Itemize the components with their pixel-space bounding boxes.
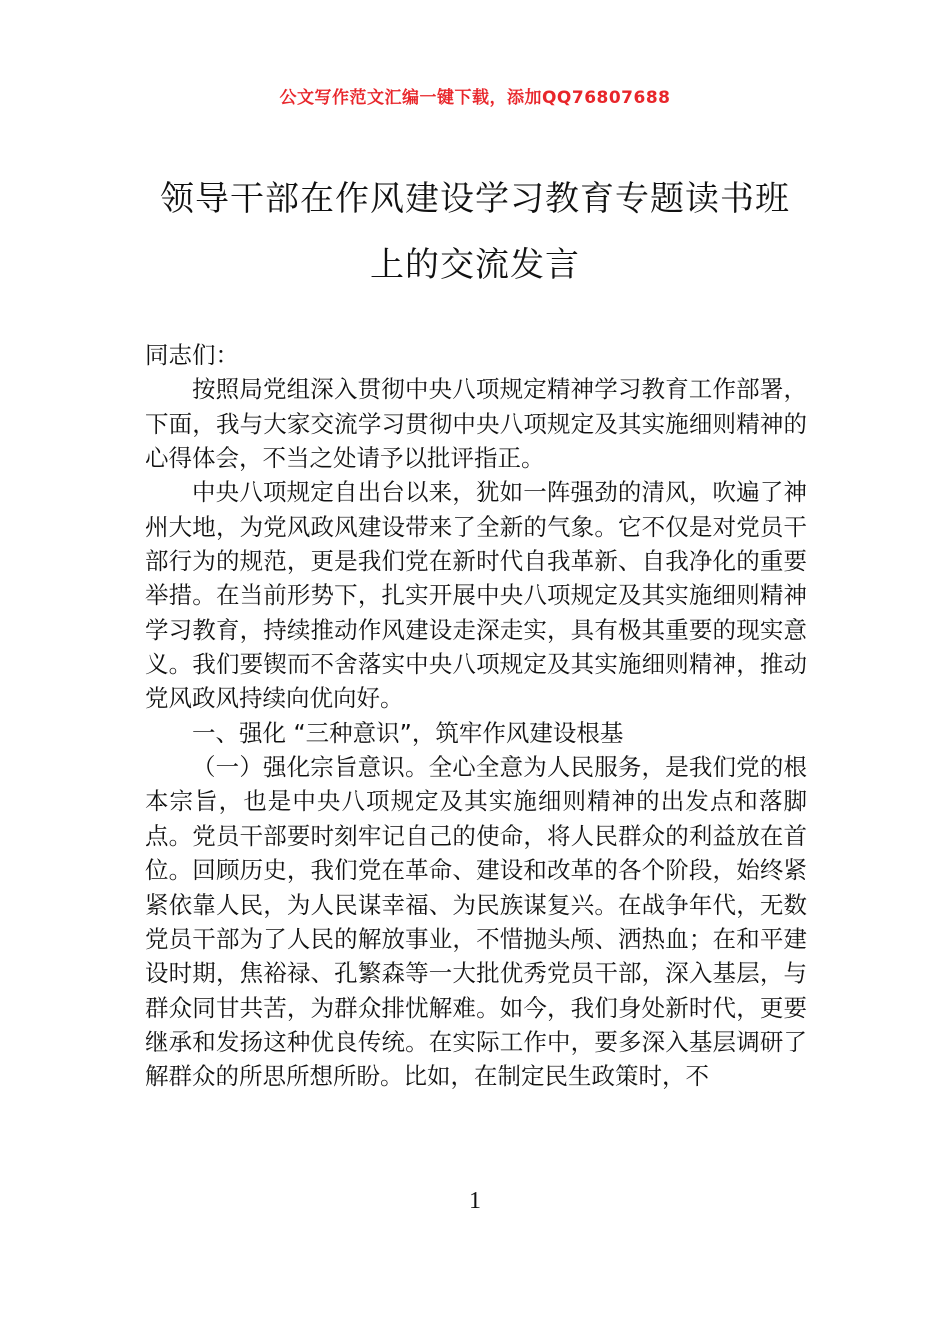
title-line-2: 上的交流发言 xyxy=(370,245,580,285)
download-notice: 公文写作范文汇编一键下载，添加QQ76807688 xyxy=(279,88,671,108)
title-line-1: 领导干部在作风建设学习教育专题读书班 xyxy=(160,179,790,219)
paragraph: 按照局党组深入贯彻中央八项规定精神学习教育工作部署，下面，我与大家交流学习贯彻中央八项规定及其实施细则精神的心得体会，不当之处请予以批评指正。 xyxy=(145,375,807,473)
paragraph: （一）强化宗旨意识。全心全意为人民服务，是我们党的根本宗旨，也是中央八项规定及其实施细则精神的出发点和落脚点。党员干部要时刻牢记自己的使命，将人民群众的利益放在首位。回顾历史，我们党在革命、建设和改革的各个阶段，始终紧紧依靠人民，为人民谋幸福、为民族谋复兴。在战争年代，无数党员干部为了人民的解放事业，不惜抛头颅、洒热血；在和平建设时期，焦裕禄、孔繁森等一大批优秀党员干部，深入基层，与群众同甘共苦，为群众排忧解难。如今，我们身处新时代，更要继承和发扬这种优良传统。在实际工作中，要多深入基层调研了解群众的所思所想所盼。比如，在制定民生政策时，不 xyxy=(145,753,807,1091)
section-heading: 一、强化 “三种意识”，筑牢作风建设根基 xyxy=(192,718,624,747)
salutation: 同志们： xyxy=(145,341,239,369)
paragraph: 中央八项规定自出台以来，犹如一阵强劲的清风，吹遍了神州大地，为党风政风建设带来了全新的气象。它不仅是对党员干部行为的规范，更是我们党在新时代自我革新、自我净化的重要举措。在当前形势下，扎实开展中央八项规定及其实施细则精神学习教育，持续推动作风建设走深走实，具有极其重要的现实意义。我们要锲而不舍落实中央八项规定及其实施细则精神，推动党风政风持续向优向好。 xyxy=(145,478,807,713)
page-number: 1 xyxy=(469,1188,481,1214)
document-title xyxy=(120,166,830,298)
document-body xyxy=(145,338,807,1094)
